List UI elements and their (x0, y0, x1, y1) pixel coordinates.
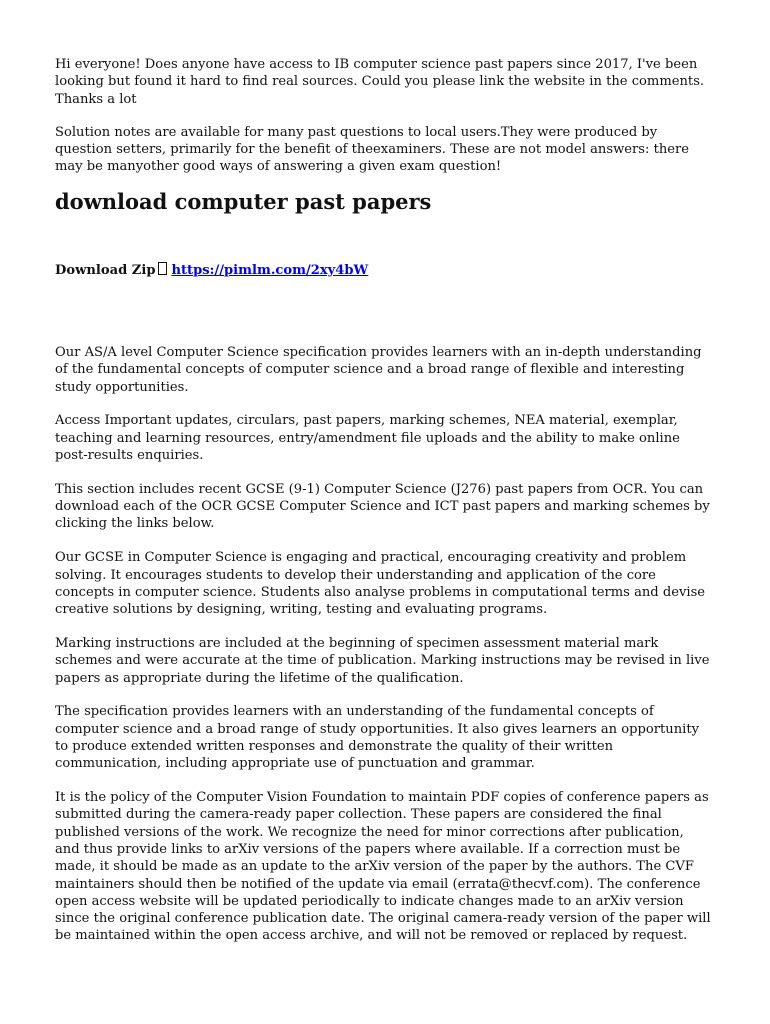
missing-glyph-icon (158, 262, 167, 275)
intro-paragraph-solution-notes: Solution notes are available for many past questions to local users.They were produced by question setters, primarily for the benefit of theexaminers. These are not model answers: there may be manyother good ways of answering a given exam question! (55, 124, 690, 175)
intro-paragraph-question: Hi everyone! Does anyone have access to IB computer science past papers since 2017, I've been looking but found it hard to find real sources. Could you please link the website in the comments. Thanks a lot (55, 57, 705, 107)
paragraph-cvf-policy: It is the policy of the Computer Vision Foundation to maintain PDF copies of conference papers as submitted during the camera-ready paper collection. These papers are considered the final published versions of the work. We recognize the need for minor corrections after publication, and thus provide links to arXiv versions of the papers where available. If a correction must be made, it should be made as an update to the arXiv version of the paper by the authors. The CVF maintainers should then be notified of the update via email (errata@thecvf.com). The conference open access website will be updated periodically to indicate changes made to an arXiv version since the original conference publication date. The original camera-ready version of the paper will be maintained within the open access archive, and will not be removed or replaced by request. (55, 790, 711, 944)
paragraph-gcse-ocr: This section includes recent GCSE (9-1) Computer Science (J276) past papers from OCR. You can download each of the OCR GCSE Computer Science and ICT past papers and marking schemes by clicking the links below. (55, 481, 710, 532)
paragraph-gcse-engaging: Our GCSE in Computer Science is engaging and practical, encouraging creativity and problem solving. It encourages students to develop their understanding and application of the core concepts in computer science. Students also analyse problems in computational terms and devise creative solutions by designing, writing, testing and evaluating programs. (55, 550, 706, 618)
paragraph-marking-instructions: Marking instructions are included at the beginning of specimen assessment material mark schemes and were accurate at the time of publication. Marking instructions may be revised in live papers as appropriate during the lifetime of the qualification. (55, 635, 710, 686)
document-page (55, 56, 711, 961)
download-line (55, 262, 711, 279)
paragraph-access-updates: Access Important updates, circulars, past papers, marking schemes, NEA material, exemplar, teaching and learning resources, entry/amendment file uploads and the ability to make online post-results enquiries. (55, 413, 680, 464)
paragraph-specification: The specification provides learners with an understanding of the fundamental concepts of computer science and a broad range of study opportunities. It also gives learners an opportunity to produce extended written responses and demonstrate the quality of their written communication, including appropriate use of punctuation and grammar. (55, 704, 699, 772)
download-label: Download Zip (55, 262, 156, 278)
paragraph-as-a-level: Our AS/A level Computer Science specification provides learners with an in-depth understanding of the fundamental concepts of computer science and a broad range of flexible and interesting study opportunities. (55, 345, 702, 395)
body-paragraphs (55, 344, 711, 945)
download-link[interactable]: https://pimlm.com/2xy4bW (171, 262, 369, 278)
page-heading: download computer past papers (55, 188, 432, 214)
